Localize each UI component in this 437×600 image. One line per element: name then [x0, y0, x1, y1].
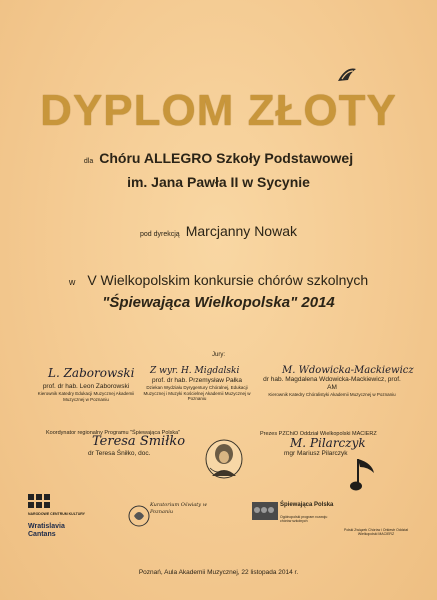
jury-1-name: prof. dr hab. Leon Zaborowski [42, 383, 130, 390]
jury-label: Jury: [211, 352, 225, 358]
nck-grid-icon [28, 494, 58, 508]
jury-2-affiliation: Dziekan Wydziału Dyrygentury Chóralnej, Edukacji Muzycznej i Muzyki Kościelnej Akademii Muzycznej w Poznaniu [143, 385, 251, 402]
jury-1-block [32, 383, 140, 402]
jury-3-name: dr hab. Magdalena Wdowicka-Mackiewicz, prof. AM [263, 376, 401, 392]
jury-3-affiliation: Kierownik Katedry Chóralistyki Akademii Muzycznej w Poznaniu [268, 392, 396, 398]
wratislavia-name: Wratislavia Cantans [28, 522, 65, 538]
footer-place-date: Poznań, Aula Akademii Muzycznej, 22 listopada 2014 r. [138, 569, 299, 576]
jury-2-signature: Z wyr. H. Migdalski [150, 366, 240, 376]
director-name: Marcjanny Nowak [185, 223, 297, 239]
contest-line-2: "Śpiewająca Wielkopolska" 2014 [102, 294, 335, 311]
choir-photo-icon [252, 502, 278, 520]
kuratorium-name: Kuratorium Oświaty w Poznaniu [150, 502, 208, 515]
jury-2-name: prof. dr hab. Przemysław Pałka [152, 377, 242, 384]
recipient-name: Chóru ALLEGRO Szkoły Podstawowej [99, 150, 354, 166]
jury-2-block [138, 377, 256, 402]
nck-name: NARODOWE CENTRUM KULTURY [28, 512, 85, 516]
contest-prefix: w [68, 277, 76, 287]
logo-pzchio [344, 528, 408, 536]
jury-1-signature: L. Zaborowski [48, 366, 135, 380]
jury-1-affiliation: Kierownik Katedry Edukacji Muzycznej Akademii Muzycznej w Poznaniu [37, 391, 135, 402]
pzchio-name: Polski Związek Chórów i Orkiestr Oddział Wielkopolski MACIERZ [344, 528, 408, 537]
composer-portrait-icon [204, 438, 244, 480]
coordinator-name: dr Teresa Śniłko, doc. [88, 450, 151, 457]
president-signature: M. Pilarczyk [290, 436, 366, 450]
contest-name: V Wielkopolskim konkursie chórów szkolnych [87, 272, 369, 288]
spiewajaca-polska-name: Śpiewająca Polska [280, 502, 334, 508]
coordinator-signature: Teresa Smiłko [92, 434, 186, 449]
kuratorium-emblem-icon [128, 504, 150, 530]
logo-nck [28, 494, 88, 538]
sun-mark-icon [336, 64, 358, 84]
diploma-title: DYPLOM ZŁOTY [40, 86, 397, 135]
president-role: Prezes PZChiO Oddział Wielkopolski MACIERZ [260, 431, 377, 437]
jury-3-block [258, 376, 406, 398]
president-name: mgr Mariusz Pilarczyk [284, 450, 348, 457]
spiewajaca-polska-caption: Ogólnopolski program rozwoju chórów szkolnych [280, 515, 328, 523]
music-note-logo-icon [348, 455, 380, 497]
direction-prefix: pod dyrekcją [140, 231, 180, 238]
jury-3-signature: M. Wdowicka-Mackiewicz [282, 365, 414, 376]
recipient-line-2: im. Jana Pawła II w Sycynie [127, 174, 310, 190]
contest-line-1 [0, 272, 437, 288]
coordinator-role: Koordynator regionalny Programu "Śpiewająca Polska" [46, 430, 181, 436]
recipient-line-1 [0, 150, 437, 166]
direction-row [0, 223, 437, 239]
recipient-prefix: dla [83, 158, 94, 165]
